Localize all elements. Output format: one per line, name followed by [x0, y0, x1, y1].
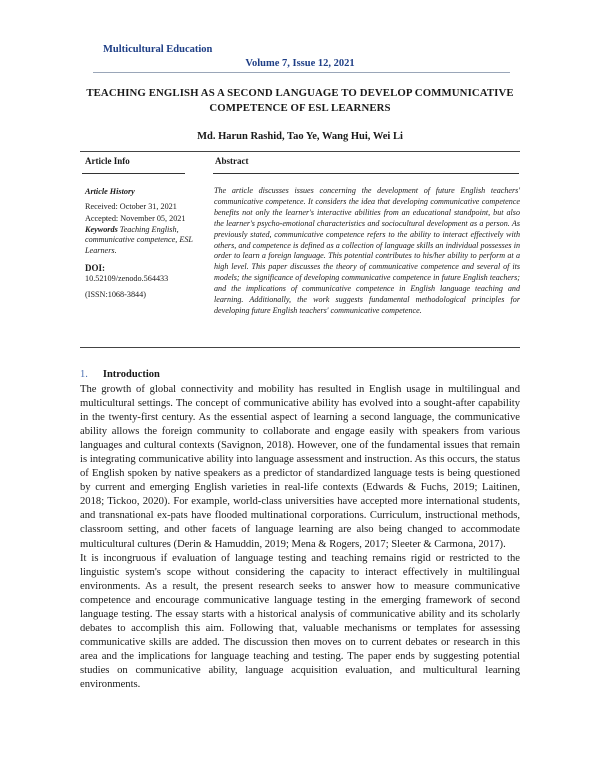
abstract-text: The article discusses issues concerning the development of future English teachers' communicative competence. It considers the idea that developing communicative competence benefits not only the learner's interactive abilities from an educational standpoint, but also the learner's psycho-emotional characteristics and sociocultural development as a person. As previously stated, communicative competence refers to the ability to interact effectively with others, and competence is defined as a collection of language skills an individual possesses in order to learn a foreign language. This potential contributes to his/her ability to perform at a high level. This paper discusses the theory of communicative competence and several of its models; the significance of developing communicative competence in future English teachers; and the implications of communicative competence in English language teaching and learning. Additionally, the work suggests fundamental methodological principles for developing future English teachers' communicative competence.: [214, 186, 520, 315]
paper-title: TEACHING ENGLISH AS A SECOND LANGUAGE TO DEVELOP COMMUNICATIVE COMPETENCE OF ESL LEARNERS: [86, 87, 514, 114]
keywords-text: Teaching English, communicative competence, ESL Learners.: [85, 224, 193, 255]
header-divider: [93, 72, 510, 73]
abstract-divider: [213, 173, 519, 174]
abstract-heading: Abstract: [215, 156, 249, 166]
section-title: Introduction: [102, 369, 160, 380]
keywords-block: [85, 225, 200, 257]
article-info-heading: Article Info: [85, 156, 130, 166]
info-top-divider: [80, 151, 520, 152]
article-info-panel: [85, 187, 200, 301]
accepted-date: Accepted: November 05, 2021: [85, 214, 186, 223]
issn: (ISSN:1068-3844): [85, 290, 146, 299]
journal-name: Multicultural Education: [103, 44, 213, 55]
author-list: Md. Harun Rashid, Tao Ye, Wang Hui, Wei Li: [197, 131, 403, 142]
received-date: Received: October 31, 2021: [85, 201, 177, 211]
section-number: 1.: [80, 369, 88, 380]
doi-label: DOI:: [85, 263, 105, 273]
article-info-divider: [82, 173, 185, 174]
introduction-body: [80, 383, 520, 692]
abstract-bottom-divider: [80, 347, 520, 348]
doi-value: 10.52109/zenodo.564433: [85, 273, 169, 283]
body-paragraph: The growth of global connectivity and mobility has resulted in English usage in multilingual and multicultural settings. The concept of communicative ability has evolved into a sought-after capability in the twenty-first century. As the essential aspect of learning a second language, the communicative ability allows the foreign community to collaborate and engage easily with speakers from various languages and cultural contexts (Savignon, 2018). However, one of the fundamental issues that remain is integrating communicative ability into language assessment and instruction. As this occurs, the status of English spoken by native speakers as a predictor of standardized language tests is being questioned by current and emerging English varieties in real-life contexts (Edwards & Fuchs, 2019; Laitinen, 2018; Tickoo, 2020). For example, world-class universities have accepted more international students, and transnational ex-pats have flooded multinational corporations. Curriculum, instructional methods, classroom setting, and other facets of language learning are also being changed to accommodate multicultural cultures (Derin & Hamuddin, 2019; Mena & Rogers, 2017; Sleeter & Carmona, 2017).: [80, 384, 520, 550]
keywords-label: Keywords: [85, 224, 118, 234]
article-history-label: Article History: [85, 187, 135, 196]
body-paragraph: It is incongruous if evaluation of language testing and teaching remains rigid or restricted to the linguistic system's scope without considering the capacity to interact effectively in multilingual environments. As a result, the present research seeks to answer how to measure communicative competence and encourage communicative language testing in the emerging framework of second language testing. The essay starts with a historical analysis of communicative ability and its scholarly debates to accomplish this aim. Following that, valuable mechanisms or templates for assessing communicative skills are added. The discussion then moves on to current debates or research in this area and the implications for language teaching and testing. The paper ends by suggesting potential studies on communicative ability, language acquisition evaluation, and multicultural learning environments.: [80, 552, 520, 690]
volume-issue: Volume 7, Issue 12, 2021: [245, 58, 355, 69]
section-heading-introduction: [80, 369, 160, 380]
